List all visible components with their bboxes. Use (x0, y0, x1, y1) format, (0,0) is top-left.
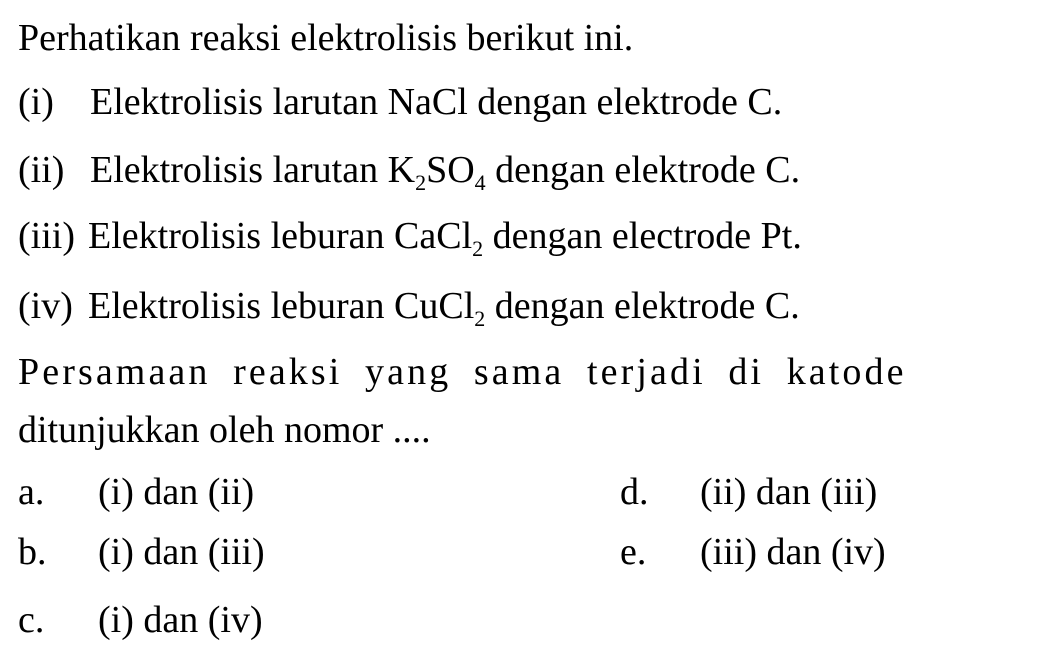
statement-text: Elektrolisis larutan (90, 149, 388, 191)
answer-option-e[interactable] (620, 530, 886, 574)
option-letter: b. (18, 531, 47, 573)
chemical-formula: CaCl$_2$ (394, 215, 484, 261)
question-prompt-line-1: Persamaan reaksi yang sama terjadi di katode (18, 351, 907, 393)
statement-text-end: dengan elektrode C. (485, 285, 800, 327)
option-text: (ii) dan (iii) (700, 471, 878, 513)
answer-option-b[interactable] (18, 530, 265, 574)
statement-item-3 (18, 214, 802, 261)
question-prompt-line-2: ditunjukkan oleh nomor .... (18, 409, 431, 451)
chemical-formula: $K_2SO_4$ (387, 149, 486, 195)
answer-option-a[interactable] (18, 470, 254, 514)
option-letter: a. (18, 471, 45, 513)
answer-option-c[interactable] (18, 598, 263, 642)
statement-text-end: dengan elektrode C. (485, 149, 801, 191)
statement-text: Elektrolisis leburan (88, 285, 395, 327)
statement-text-end: dengan electrode Pt. (483, 215, 802, 257)
question-intro: Perhatikan reaksi elektrolisis berikut ini. (18, 17, 634, 59)
statement-item-2 (18, 148, 801, 195)
statement-item-1 (18, 80, 782, 124)
statement-text: Elektrolisis larutan NaCl dengan elektrode C. (90, 81, 783, 123)
option-text: (i) dan (iv) (98, 599, 263, 641)
option-letter: c. (18, 599, 45, 641)
option-text: (i) dan (iii) (98, 531, 265, 573)
statement-item-4 (18, 284, 800, 331)
statement-number: (ii) (18, 149, 65, 191)
option-letter: e. (620, 531, 647, 573)
answer-option-d[interactable] (620, 470, 877, 514)
statement-number: (i) (18, 81, 54, 123)
statement-number: (iii) (18, 215, 75, 257)
option-text: (iii) dan (iv) (700, 531, 886, 573)
chemical-formula: CuCl$_2$ (394, 285, 486, 331)
statement-text: Elektrolisis leburan (88, 215, 395, 257)
option-text: (i) dan (ii) (98, 471, 255, 513)
option-letter: d. (620, 471, 649, 513)
statement-number: (iv) (18, 285, 73, 327)
